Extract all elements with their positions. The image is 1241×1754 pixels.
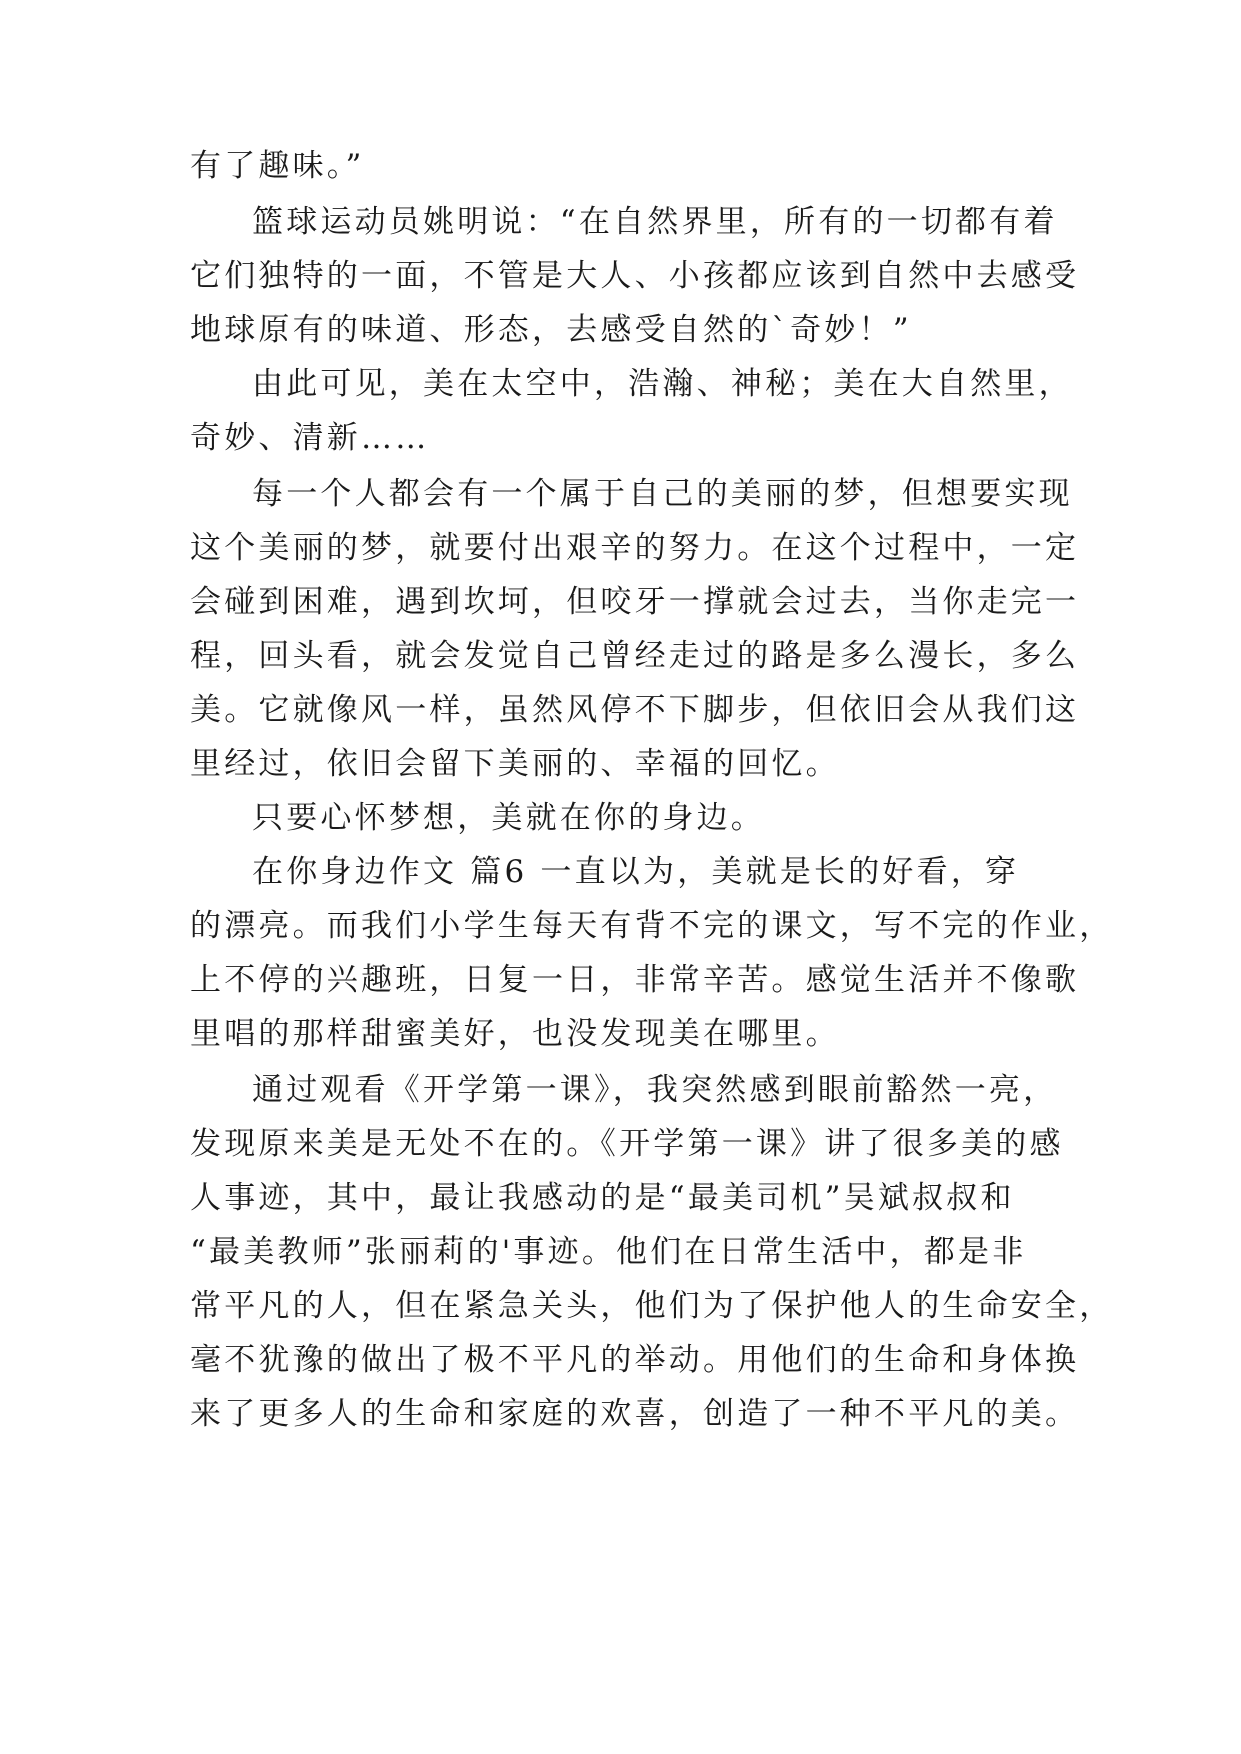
text-line: 在你身边作文 篇6 一直以为，美就是长的好看，穿 (252, 854, 1020, 890)
text-line: 毫不犹豫的做出了极不平凡的举动。用他们的生命和身体换 (190, 1342, 1080, 1378)
text-line: 这个美丽的梦，就要付出艰辛的努力。在这个过程中，一定 (190, 530, 1080, 566)
text-line: 上不停的兴趣班，日复一日，非常辛苦。感觉生活并不像歌 (190, 962, 1080, 998)
text-line: 它们独特的一面，不管是大人、小孩都应该到自然中去感受 (190, 258, 1080, 294)
text-line: 常平凡的人，但在紧急关头，他们为了保护他人的生命安全， (190, 1288, 1114, 1324)
text-line: 通过观看《开学第一课》，我突然感到眼前豁然一亮， (252, 1072, 1058, 1108)
text-line: 的漂亮。而我们小学生每天有背不完的课文，写不完的作业， (190, 908, 1114, 944)
text-line: 里唱的那样甜蜜美好，也没发现美在哪里。 (190, 1016, 840, 1052)
text-line: 有了趣味。” (190, 148, 365, 184)
text-line: 程，回头看，就会发觉自己曾经走过的路是多么漫长，多么 (190, 638, 1080, 674)
text-line: 地球原有的味道、形态，去感受自然的`奇妙！” (190, 312, 912, 348)
text-line: 来了更多人的生命和家庭的欢喜，创造了一种不平凡的美。 (190, 1396, 1080, 1432)
text-line: 里经过，依旧会留下美丽的、幸福的回忆。 (190, 746, 840, 782)
text-line: 篮球运动员姚明说：“在自然界里，所有的一切都有着 (252, 204, 1058, 240)
text-line: 美。它就像风一样，虽然风停不下脚步，但依旧会从我们这 (190, 692, 1080, 728)
text-line: 奇妙、清新…… (190, 420, 430, 456)
text-line: 人事迹，其中，最让我感动的是“最美司机”吴斌叔叔和 (190, 1180, 1015, 1216)
text-line: 每一个人都会有一个属于自己的美丽的梦，但想要实现 (252, 476, 1073, 512)
text-line: “最美教师”张丽莉的'事迹。他们在日常生活中，都是非 (190, 1234, 1027, 1270)
text-line: 只要心怀梦想，美就在你的身边。 (252, 800, 765, 836)
text-line: 会碰到困难，遇到坎坷，但咬牙一撑就会过去，当你走完一 (190, 584, 1080, 620)
text-line: 由此可见，美在太空中，浩瀚、神秘；美在大自然里， (252, 366, 1073, 402)
text-line: 发现原来美是无处不在的。《开学第一课》讲了很多美的感 (190, 1126, 1064, 1162)
